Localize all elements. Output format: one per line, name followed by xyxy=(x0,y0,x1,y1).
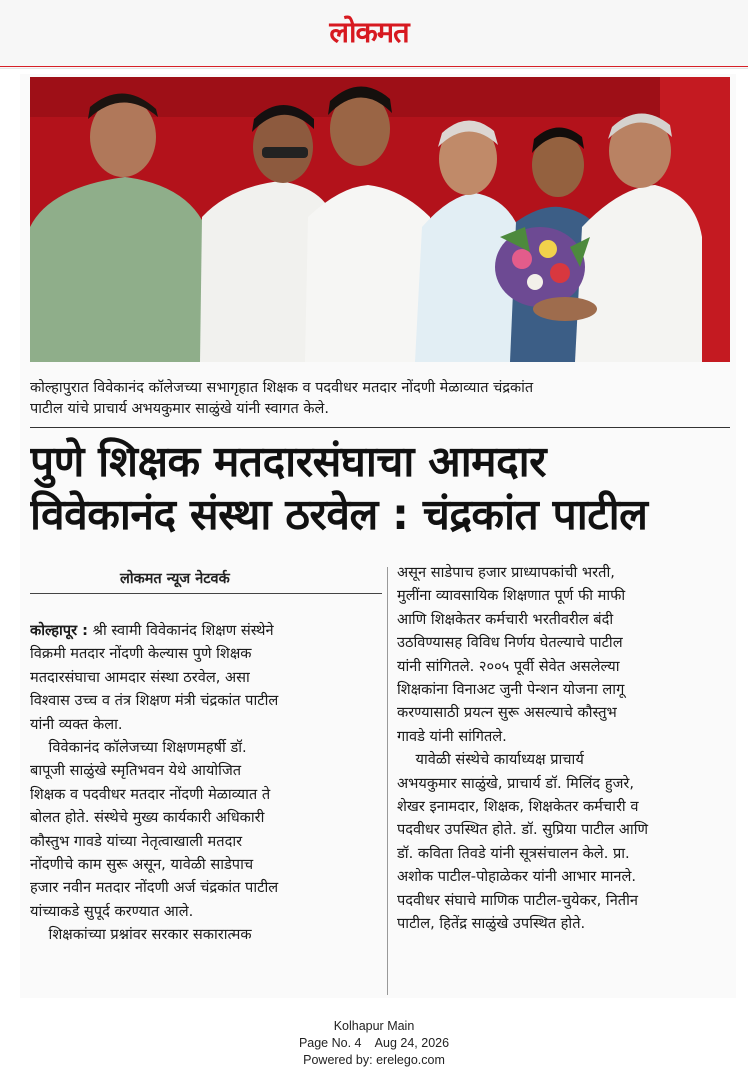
article-line: उठविण्यासह विविध निर्णय घेतल्याचे पाटील xyxy=(397,634,623,652)
article-line: शिक्षकांना विनाअट जुनी पेन्शन योजना लागू xyxy=(397,681,625,699)
caption-line: कोल्हापुरात विवेकानंद कॉलेजच्या सभागृहात शिक्षक व पदवीधर मतदार नोंदणी मेळाव्यात चंद्रकांत xyxy=(30,380,534,396)
event-photo xyxy=(30,77,730,362)
article-line: यांनी व्यक्त केला. xyxy=(30,715,123,733)
masthead xyxy=(0,0,748,68)
headline-line: विवेकानंद संस्था ठरवेल : चंद्रकांत पाटील xyxy=(30,491,648,540)
article-line: बापूजी साळुंखे स्मृतिभवन येथे आयोजित xyxy=(30,762,242,780)
article-column-right xyxy=(397,561,737,936)
powered-by[interactable]: Powered by: erelego.com xyxy=(303,1053,445,1067)
article-line: शिक्षकांच्या प्रश्नांवर सरकार सकारात्मक xyxy=(30,926,252,944)
article-line: पाटील, हितेंद्र साळुंखे उपस्थित होते. xyxy=(397,915,586,933)
article-line: विवेकानंद कॉलेजच्या शिक्षणमहर्षी डॉ. xyxy=(30,739,247,757)
page-and-date: Page No. 4 Aug 24, 2026 xyxy=(298,1036,450,1050)
article-line: पदवीधर संघाचे माणिक पाटील-चुयेकर, नितीन xyxy=(397,891,639,909)
article-line: करण्यासाठी प्रयत्न सुरू असल्याचे कौस्तुभ xyxy=(397,704,617,722)
headline-line: पुणे शिक्षक मतदारसंघाचा आमदार xyxy=(30,438,547,487)
event-photo-illustration xyxy=(30,77,730,362)
article-column-left xyxy=(30,619,380,947)
article-line: अशोक पाटील-पोहाळेकर यांनी आभार मानले. xyxy=(397,868,637,886)
dateline: कोल्हापूर : xyxy=(30,622,88,639)
photo-caption xyxy=(30,378,730,420)
article-line: विश्वास उच्च व तंत्र शिक्षण मंत्री चंद्रकांत पाटील xyxy=(30,692,279,710)
article-line: पदवीधर उपस्थित होते. डॉ. सुप्रिया पाटील आणि xyxy=(397,821,649,839)
article-headline xyxy=(30,436,730,542)
article-line xyxy=(30,619,380,642)
article-line: आणि शिक्षकेतर कर्मचारी भरतीवरील बंदी xyxy=(397,610,614,628)
article-line: शिक्षक व पदवीधर मतदार नोंदणी मेळाव्यात ते xyxy=(30,785,271,803)
masthead-divider xyxy=(0,66,748,67)
article-line: गावडे यांनी सांगितले. xyxy=(397,727,507,745)
article-line: मतदारसंघाचा आमदार संस्था ठरवेल, असा xyxy=(30,668,250,686)
article-line: यावेळी संस्थेचे कार्याध्यक्ष प्राचार्य xyxy=(397,751,584,769)
caption-divider xyxy=(30,427,730,428)
article-line-text: श्री स्वामी विवेकानंद शिक्षण संस्थेने xyxy=(87,622,274,639)
article-line: डॉ. कविता तिवडे यांनी सूत्रसंचालन केले. प्रा. xyxy=(397,844,630,862)
article-line: अभयकुमार साळुंखे, प्राचार्य डॉ. मिलिंद हुजरे, xyxy=(397,774,635,792)
article-line: बोलत होते. संस्थेचे मुख्य कार्यकारी अधिकारी xyxy=(30,809,265,827)
lokmat-logo: लोकमत xyxy=(329,15,409,49)
article-line: शेखर इनामदार, शिक्षक, शिक्षकेतर कर्मचारी व xyxy=(397,798,639,816)
caption-line: पाटील यांचे प्राचार्य अभयकुमार साळुंखे यांनी स्वागत केले. xyxy=(30,401,329,417)
byline: लोकमत न्यूज नेटवर्क xyxy=(120,571,230,587)
article-line: कौस्तुभ गावडे यांच्या नेतृत्वाखाली मतदार xyxy=(30,832,243,850)
page-footer xyxy=(0,1018,748,1069)
article-line: असून साडेपाच हजार प्राध्यापकांची भरती, xyxy=(397,564,615,581)
edition-name: Kolhapur Main xyxy=(333,1019,415,1033)
article-line: नोंदणीचे काम सुरू असून, यावेळी साडेपाच xyxy=(30,856,254,874)
masthead-divider-secondary xyxy=(0,68,748,69)
article-line: यांनी सांगितले. २००५ पूर्वी सेवेत असलेल्या xyxy=(397,657,620,675)
article-line: यांच्याकडे सुपूर्द करण्यात आले. xyxy=(30,902,194,920)
article-line: विक्रमी मतदार नोंदणी केल्यास पुणे शिक्षक xyxy=(30,645,252,663)
column-divider xyxy=(387,567,388,995)
article-line: मुलींना व्यावसायिक शिक्षणात पूर्ण फी माफी xyxy=(397,587,626,605)
byline-divider xyxy=(30,593,382,594)
article-line: हजार नवीन मतदार नोंदणी अर्ज चंद्रकांत पाटील xyxy=(30,879,279,897)
